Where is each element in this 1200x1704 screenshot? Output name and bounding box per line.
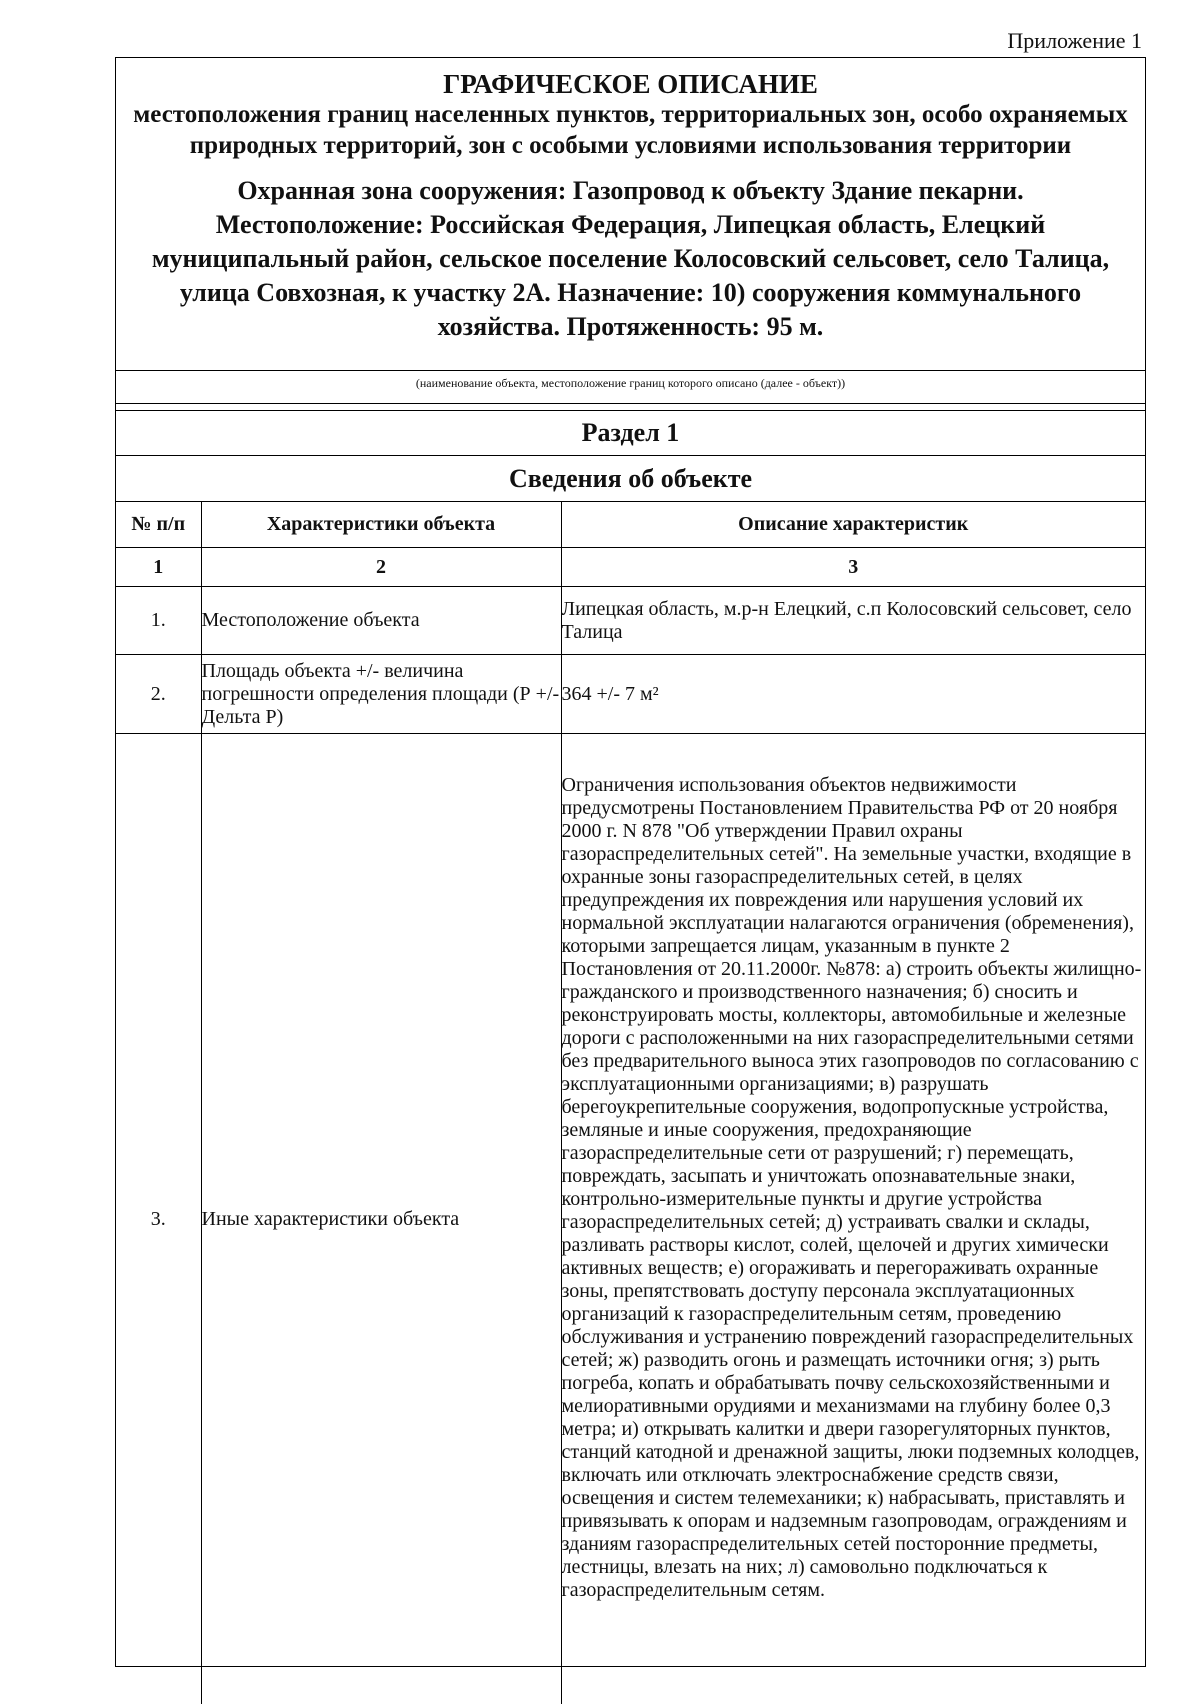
object-info-table <box>116 501 1145 1704</box>
table-row <box>116 655 1145 734</box>
table-row <box>116 587 1145 655</box>
section-title: Раздел 1 <box>116 410 1145 455</box>
table-header-row <box>116 502 1145 548</box>
column-number: 3 <box>561 548 1145 587</box>
table-row <box>116 734 1145 1704</box>
document-frame <box>115 57 1146 1667</box>
column-header-characteristic: Характеристики объекта <box>201 502 561 548</box>
column-number: 1 <box>116 548 201 587</box>
appendix-label: Приложение 1 <box>920 28 1142 54</box>
row-number: 3. <box>116 734 201 1704</box>
row-characteristic: Иные характеристики объекта <box>201 734 561 1704</box>
row-value: Липецкая область, м.р-н Елецкий, с.п Колосовский сельсовет, село Талица <box>561 587 1145 655</box>
row-number: 1. <box>116 587 201 655</box>
object-caption: (наименование объекта, местоположение границ которого описано (далее - объект)) <box>116 370 1145 404</box>
row-value-cell <box>561 734 1145 1704</box>
row-value: Ограничения использования объектов недвижимости предусмотрены Постановлением Правительства РФ от 20 ноября 2000 г. N 878 "Об утверждении Правил охраны газораспределительных сетей". На земельные участки, входящие в охранные зоны газораспределительных сетей, в целях предупреждения их повреждения или нарушения условий их нормальной эксплуатации налагаются ограничения (обременения), которыми запрещается лицам, указанным в пункте 2 Постановления от 20.11.2000г. №878: а) строить объекты жилищно-гражданского и производственного назначения; б) сносить и реконструировать мосты, коллекторы, автомобильные и железные дороги с расположенными на них газораспределительными сетями без предварительного выноса этих газопроводов по согласованию с эксплуатационными организациями; в) разрушать берегоукрепительные сооружения, водопропускные устройства, земляные и иные сооружения, предохраняющие газораспределительные сети от разрушений; г) перемещать, повреждать, засыпать и уничтожать опознавательные знаки, контрольно-измерительные пункты и другие устройства газораспределительных сетей; д) устраивать свалки и склады, разливать растворы кислот, солей, щелочей и других химически активных веществ; е) огораживать и перегораживать охранные зоны, препятствовать доступу персонала эксплуатационных организаций к газораспределительным сетям, проведению обслуживания и устранению повреждений газораспределительных сетей; ж) разводить огонь и размещать источники огня; з) рыть погреба, копать и обрабатывать почву сельскохозяйственными и мелиоративными орудиями и механизмами на глубину более 0,3 метра; и) открывать калитки и двери газорегуляторных пунктов, станций катодной и дренажной защиты, люки подземных колодцев, включать или отключать электроснабжение средств связи, освещения и систем телемеханики; к) набрасывать, приставлять и привязывать к опорам и надземным газопроводам, ограждениям и зданиям газораспределительных сетей посторонние предметы, лестницы, влезать на них; л) самовольно подключаться к газораспределительным сетям. <box>562 774 1146 1602</box>
row-value: 364 +/- 7 м² <box>561 655 1145 734</box>
column-number: 2 <box>201 548 561 587</box>
object-description: Охранная зона сооружения: Газопровод к объекту Здание пекарни. Местоположение: Российская Федерация, Липецкая область, Елецкий муниципальный район, сельское поселение Колосовский сельсовет, село Талица, улица Совхозная, к участку 2А. Назначение: 10) сооружения коммунального хозяйства. Протяженность: 95 м. <box>116 174 1145 344</box>
row-characteristic: Площадь объекта +/- величина погрешности определения площади (Р +/- Дельта Р) <box>201 655 561 734</box>
document-title: ГРАФИЧЕСКОЕ ОПИСАНИЕ <box>116 69 1145 99</box>
document-header <box>116 58 1145 370</box>
row-number: 2. <box>116 655 201 734</box>
column-header-description: Описание характеристик <box>561 502 1145 548</box>
column-numbers-row <box>116 548 1145 587</box>
document-subtitle: местоположения границ населенных пунктов, территориальных зон, особо охраняемых природных территорий, зон с особыми условиями использования территории <box>116 99 1145 161</box>
section-subtitle: Сведения об объекте <box>116 455 1145 501</box>
row-characteristic: Местоположение объекта <box>201 587 561 655</box>
column-header-number: № п/п <box>116 502 201 548</box>
